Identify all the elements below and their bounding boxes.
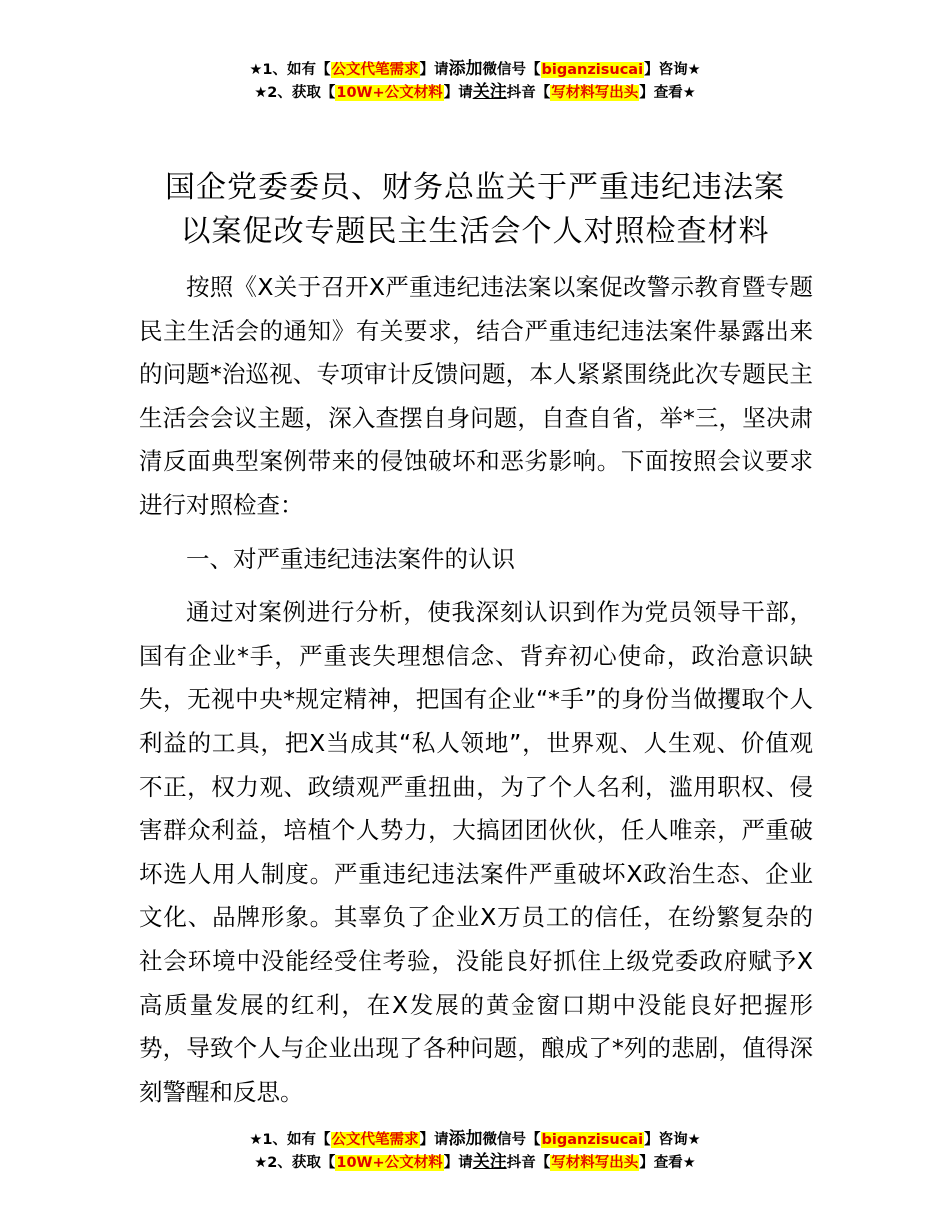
title-line-2: 以案促改专题民主生活会个人对照检查材料 [180, 214, 770, 249]
header-ad-line-2 [0, 81, 950, 104]
section-heading: 一、对严重违纪违法案件的认识 [186, 544, 515, 573]
ad-highlight: 写材料写出头 [551, 1155, 639, 1171]
ad-highlight: 公文代笔需求 [331, 62, 419, 78]
ad-text: 】查看★ [639, 85, 696, 101]
ad-text: 】咨询★ [644, 1132, 701, 1148]
title-line-1: 国企党委委员、财务总监关于严重违纪违法案 [165, 170, 785, 205]
document-title [100, 166, 850, 254]
footer-ad-line-1 [0, 1128, 950, 1151]
ad-emphasis: 添加 [448, 59, 483, 79]
header-ad-line-1 [0, 58, 950, 81]
ad-highlight: biganzisucai [541, 1132, 644, 1148]
ad-text: ★1、如有【 [249, 62, 331, 78]
ad-highlight: 公文代笔需求 [331, 1132, 419, 1148]
ad-text: ★2、获取【 [254, 1155, 336, 1171]
ad-text: ★1、如有【 [249, 1132, 331, 1148]
ad-underlined: 关注 [472, 1152, 507, 1172]
ad-emphasis: 添加 [448, 1129, 483, 1149]
ad-highlight: biganzisucai [541, 62, 644, 78]
ad-text: 】请 [419, 62, 449, 78]
ad-highlight: 写材料写出头 [551, 85, 639, 101]
paragraph-intro: 按照《X关于召开X严重违纪违法案以案促改警示教育暨专题民主生活会的通知》有关要求，结合严重违纪违法案件暴露出来的问题*治巡视、专项审计反馈问题，本人紧紧围绕此次专题民主生活会会议主题，深入查摆自身问题，自查自省，举*三，坚决肃清反面典型案例带来的侵蚀破坏和恶劣影响。下面按照会议要求进行对照检查： [139, 273, 813, 519]
ad-text: 】咨询★ [644, 62, 701, 78]
ad-text: 】查看★ [639, 1155, 696, 1171]
header-ad-banner [0, 58, 950, 104]
footer-ad-line-2 [0, 1151, 950, 1174]
ad-text: 】请 [419, 1132, 449, 1148]
ad-underlined: 关注 [472, 82, 507, 102]
ad-highlight: 10W+公文材料 [336, 85, 443, 101]
ad-text: 抖音【 [506, 1155, 551, 1171]
ad-text: 】请 [443, 1155, 473, 1171]
ad-text: ★2、获取【 [254, 85, 336, 101]
paragraph-analysis: 通过对案例进行分析，使我深刻认识到作为党员领导干部，国有企业*手，严重丧失理想信念、背弃初心使命，政治意识缺失，无视中央*规定精神，把国有企业“*手”的身份当做攫取个人利益的工具，把X当成其“私人领地”，世界观、人生观、价值观不正，权力观、政绩观严重扭曲，为了个人名利，滥用职权、侵害群众利益，培植个人势力，大搞团团伙伙，任人唯亲，严重破坏选人用人制度。严重违纪违法案件严重破坏X政治生态、企业文化、品牌形象。其辜负了企业X万员工的信任，在纷繁复杂的社会环境中没能经受住考验，没能良好抓住上级党委政府赋予X高质量发展的红利，在X发展的黄金窗口期中没能良好把握形势，导致个人与企业出现了各种问题，酿成了*列的悲剧，值得深刻警醒和反思。 [139, 598, 813, 1106]
ad-text: 微信号【 [482, 1132, 541, 1148]
footer-ad-banner [0, 1128, 950, 1174]
ad-text: 抖音【 [506, 85, 551, 101]
document-body [139, 266, 813, 1114]
ad-text: 】请 [443, 85, 473, 101]
ad-highlight: 10W+公文材料 [336, 1155, 443, 1171]
ad-text: 微信号【 [482, 62, 541, 78]
